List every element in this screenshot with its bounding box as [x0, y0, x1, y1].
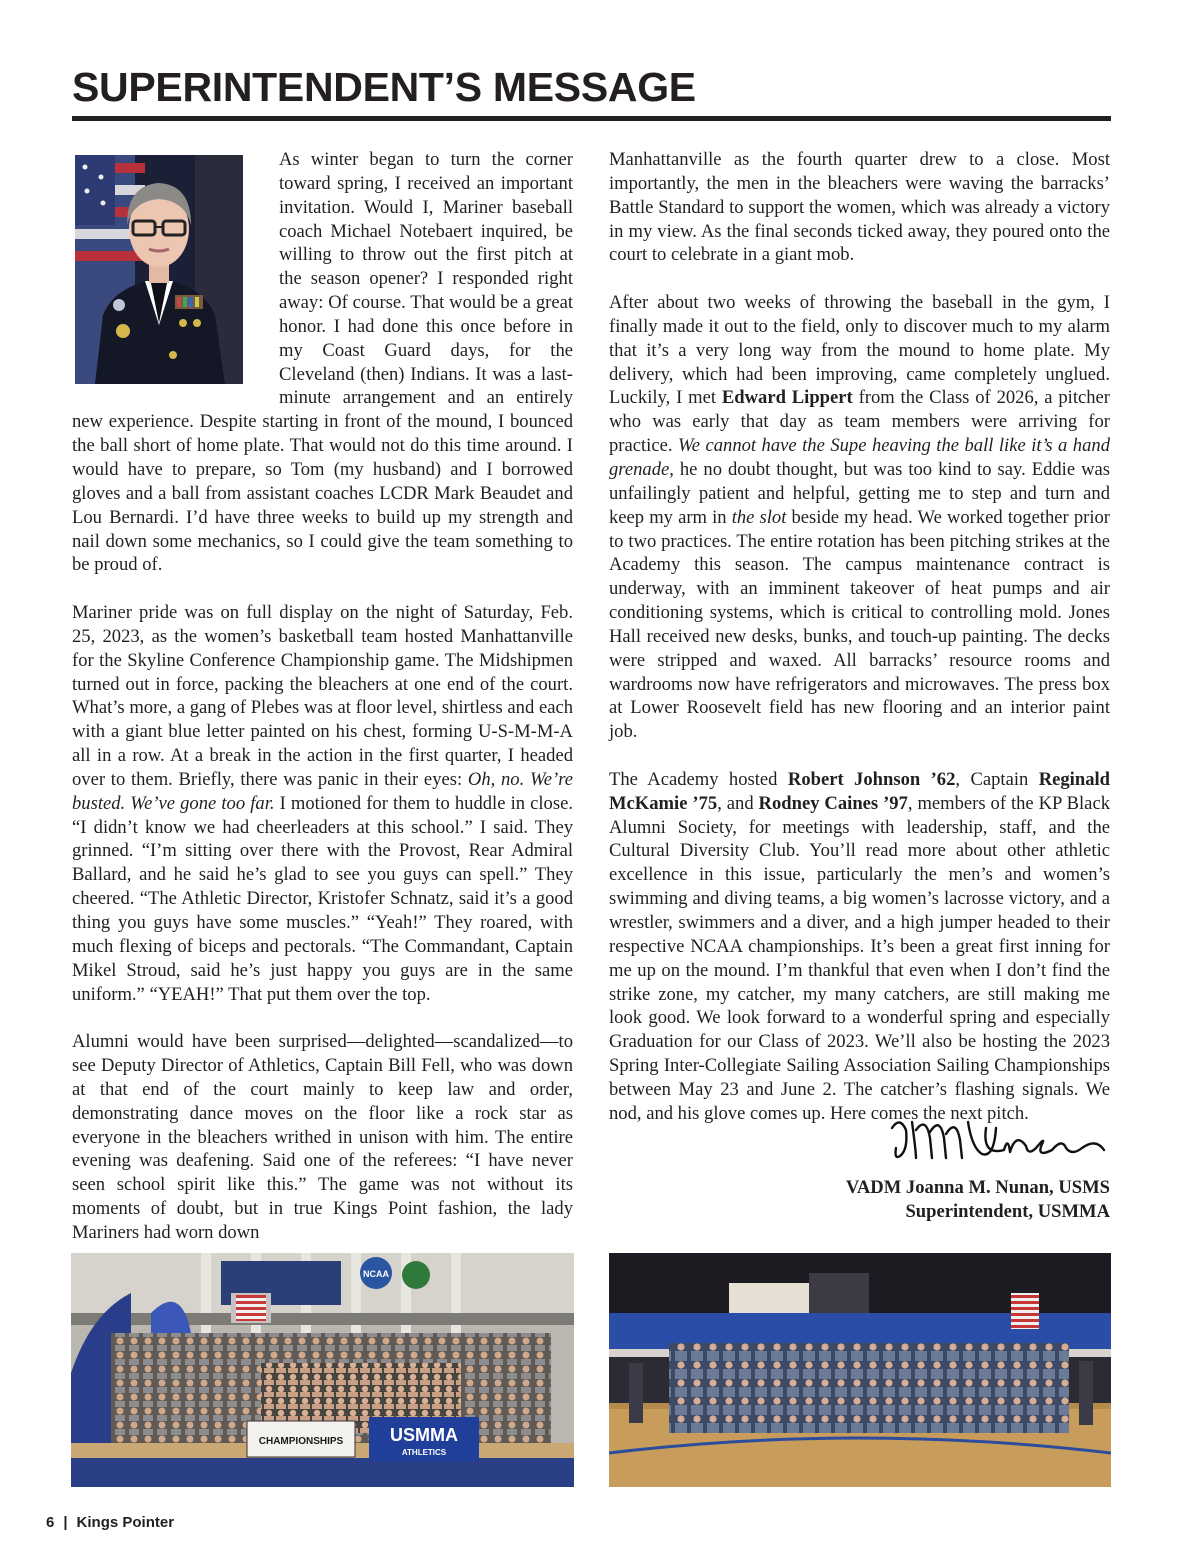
championships-sign-text: CHAMPIONSHIPS	[258, 1436, 344, 1447]
photo-midshipmen-bleachers	[71, 1253, 574, 1487]
signer-title: Superintendent, USMMA	[905, 1201, 1110, 1222]
footer-separator: |	[63, 1514, 68, 1531]
sign-off-block	[760, 1176, 1110, 1224]
publication-name: Kings Pointer	[76, 1514, 175, 1531]
right-paragraph-1: Manhattanville as the fourth quarter drew to a close. Most importantly, the men in the bleachers were waving the barracks’ Battle Standard to support the women, which was already a victory in my view. As the final seconds ticked away, they poured onto the court to celebrate in a giant mob.	[609, 149, 1110, 266]
left-paragraph-3: Alumni would have been surprised—delighted—scandalized—to see Deputy Director of Athletics, Captain Bill Fell, who was down at that end of the court mainly to keep law and order, demonstrating dance moves on the floor like a rock star as everyone in the bleachers writhed in unison with him. The entire evening was deafening. Said one of the referees: “I have never seen school spirit like this.” The game was not without its moments of doubt, but in true Kings Point fashion, the lady Mariners had worn down	[72, 1031, 573, 1243]
superintendent-portrait	[75, 155, 243, 384]
right-column	[609, 148, 1110, 1149]
page-footer	[46, 1514, 174, 1531]
usmma-banner-text: USMMA	[390, 1425, 458, 1445]
left-paragraph-1: As winter began to turn the corner toward spring, I received an important invitation. Would I, Mariner baseball coach Michael Notebaert inquired, be willing to throw out the first pitch at the season opener? I responded right away: Of course. That would be a great honor. I had done this once before in my Coast Guard days, for the Cleveland (then) Indians. It was a last-minute arrangement and an entirely new experience. Despite starting in front of the mound, I bounced the ball short of home plate. That would not do this time around. I would have to prepare, so Tom (my husband) and I borrowed gloves and a ball from assistant coaches LCDR Mark Beaudet and Lou Bernardi. I’d have three weeks to build up my strength and nail down some mechanics, so I could give the team something to be proud of.	[72, 149, 573, 576]
signer-name: VADM Joanna M. Nunan, USMS	[845, 1177, 1110, 1198]
handwritten-signature	[886, 1108, 1111, 1172]
left-column	[72, 148, 573, 1269]
athletics-banner-text: ATHLETICS	[401, 1448, 447, 1457]
page-number: 6	[46, 1514, 55, 1531]
title-rule	[72, 116, 1111, 121]
right-paragraph-3: The Academy hosted Robert Johnson ’62, Captain Reginald McKamie ’75, and Rodney Caines ’97, members of the KP Black Alumni Society, for meetings with leadership, staff, and the Cultural Diversity Club. You’ll read more about other athletic excellence in this issue, particularly the men’s and women’s swimming and diving teams, a big women’s lacrosse victory, and a wrestler, swimmers and a diver, and a high jumper headed to their respective NCAA championships. It’s been a great first inning for me up on the mound. I’m thankful that even when I don’t find the strike zone, my catcher, my many catchers, are still making me look good. We look forward to a wonderful spring and especially Graduation for our Class of 2023. We’ll also be hosting the 2023 Spring Inter-Collegiate Sailing Association Sailing Championships between May 23 and June 2. The catcher’s flashing signals. We nod, and his glove comes up. Here comes the next pitch.	[609, 768, 1110, 1124]
left-paragraph-2: Mariner pride was on full display on the night of Saturday, Feb. 25, 2023, as the women’s basketball team hosted Manhattanville for the Skyline Conference Championship game. The Midshipmen turned out in force, packing the bleachers at one end of the court. What’s more, a gang of Plebes was at floor level, shirtless and each with a giant blue letter painted on his chest, forming U-S-M-M-A all in a row. At a break in the action in the first quarter, I headed over to them. Briefly, there was panic in their eyes: Oh, no. We’re busted. We’ve gone too far. I motioned for them to huddle in close. “I didn’t know we had cheerleaders at this school.” I said. They grinned. “I’m sitting over there with the Provost, Rear Admiral Ballard, and he said he’s glad to see you guys can spell.” They cheered. “The Athletic Director, Kristofer Schnatz, said it’s a good thing you guys have some muscles.” “Yeah!” They roared, with much flexing of biceps and pectorals. “The Commandant, Captain Mikel Stroud, said he’s just happy you guys are in the same uniform.” “YEAH!” That put them over the top.	[72, 602, 574, 1005]
page-title: SUPERINTENDENT’S MESSAGE	[72, 64, 696, 110]
photo-court-celebration	[609, 1253, 1111, 1487]
right-paragraph-2: After about two weeks of throwing the baseball in the gym, I finally made it out to the field, only to discover much to my alarm that it’s a very long way from the mound to home plate. My delivery, which had been improving, came completely unglued. Luckily, I met Edward Lippert from the Class of 2026, a pitcher who was early that day as team members were arriving for practice. We cannot have the Supe heaving the ball like it’s a hand grenade, he no doubt thought, but was too kind to say. Eddie was unfailingly patient and helpful, getting me to step and turn and keep my arm in the slot beside my head. We worked together prior to two practices. The entire rotation has been pitching strikes at the Academy this season. The campus maintenance contract is underway, with an imminent takeover of heat pumps and air conditioning systems, which is critical to controlling mold. Jones Hall received new desks, bunks, and touch-up painting. The decks were stripped and waxed. All barracks’ resource rooms and wardrooms now have refrigerators and microwaves. The press box at Lower Roosevelt field has new flooring and an interior paint job.	[609, 292, 1110, 743]
ncaa-wall-logo: NCAA	[363, 1269, 389, 1279]
